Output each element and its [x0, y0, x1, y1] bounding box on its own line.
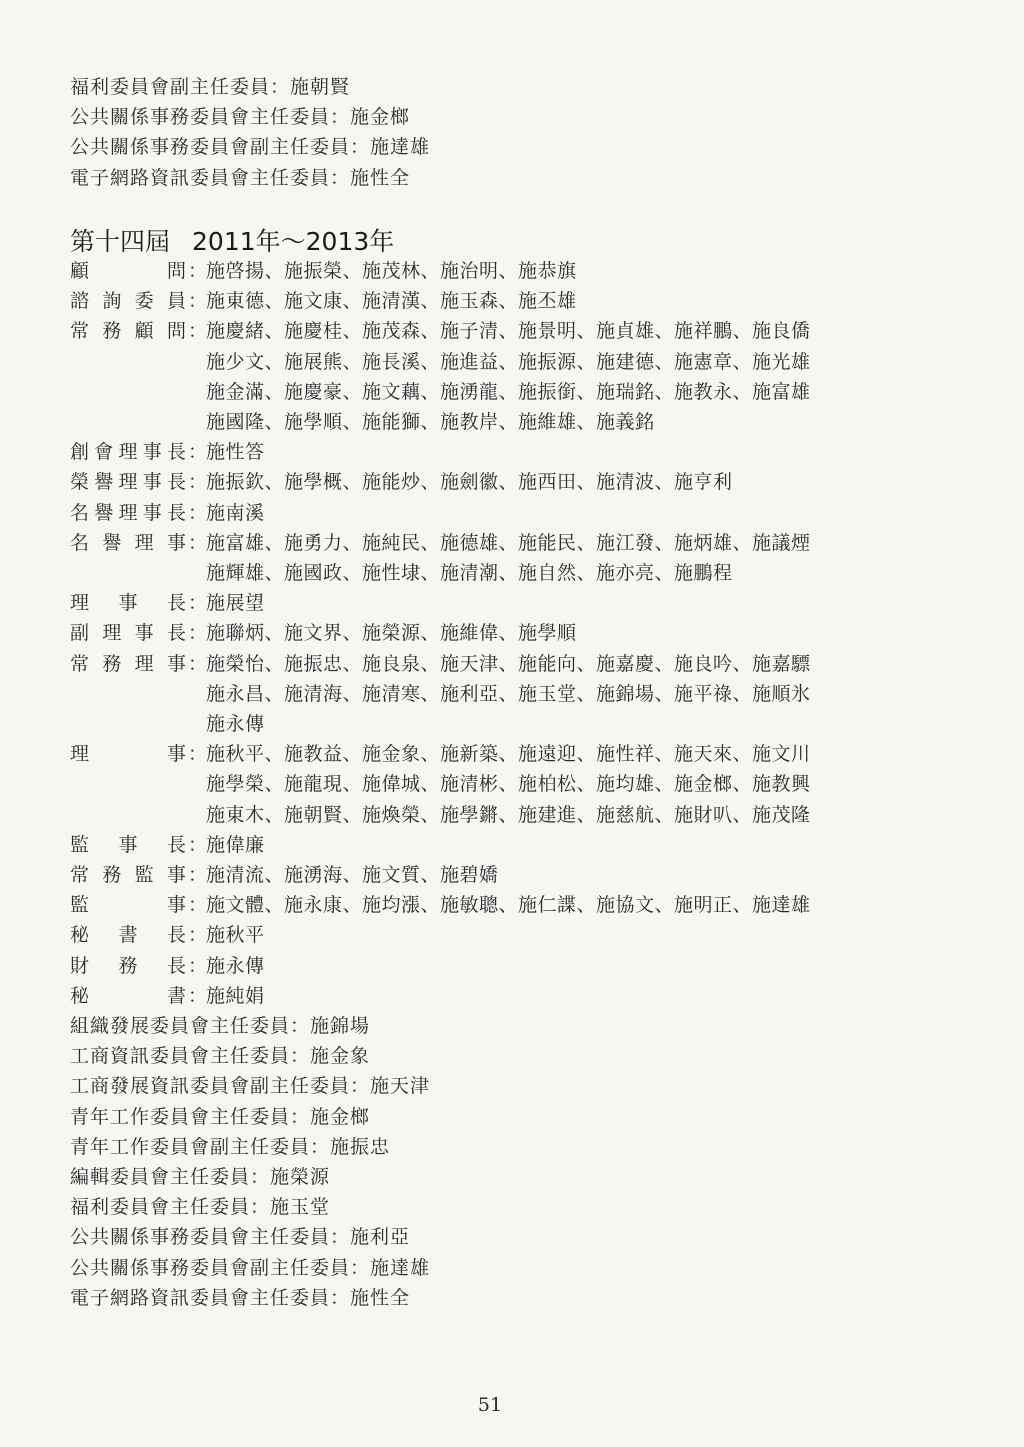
role-names: 施秋平、施教益、施金象、施新築、施遠迎、施性祥、施天來、施文川 [206, 743, 811, 766]
committee-line: 公共關係事務委員會副主任委員：施達雄 [70, 136, 431, 159]
role-colon: ： [188, 894, 208, 917]
role-label-char: 事 [166, 894, 186, 917]
role-names: 施秋平 [206, 924, 265, 947]
role-label [70, 498, 186, 528]
role-label-char: 創 [70, 441, 90, 464]
role-colon: ： [188, 441, 208, 464]
role-label-char: 長 [166, 471, 186, 494]
role-colon: ： [188, 954, 208, 977]
committee-line: 福利委員會主任委員：施玉堂 [70, 1196, 331, 1219]
page-number: 51 [477, 1394, 503, 1416]
role-label [70, 618, 186, 648]
term-years: 2011年～2013年 [192, 227, 395, 256]
role-names: 施東木、施朝賢、施煥榮、施學鏘、施建進、施慈航、施財叭、施茂隆 [206, 803, 811, 826]
role-colon: ： [188, 864, 208, 886]
term-title: 第十四屆 [70, 227, 171, 256]
role-colon: ： [188, 622, 208, 645]
role-label-char: 書 [118, 924, 138, 947]
role-label-char: 員 [166, 290, 186, 313]
role-colon: ： [188, 743, 208, 766]
role-label-char: 務 [118, 954, 138, 977]
role-names: 施永傳 [206, 954, 265, 977]
role-label-char: 常 [70, 652, 90, 675]
role-label-char: 書 [166, 984, 186, 1007]
role-colon: ： [188, 924, 208, 947]
role-label-char: 委 [134, 290, 154, 313]
role-label [70, 649, 186, 679]
role-names: 施振欽、施學概、施能炒、施劍徽、施西田、施清波、施亨利 [206, 471, 733, 494]
role-label [70, 860, 186, 890]
role-colon: ： [188, 260, 208, 282]
role-label-char: 秘 [70, 984, 90, 1007]
role-names: 施永昌、施清海、施清寒、施利亞、施玉堂、施錦場、施平祿、施順氷 [206, 682, 811, 705]
role-label-char: 長 [166, 501, 186, 524]
role-colon: ： [188, 320, 208, 343]
role-label-char: 事 [166, 652, 186, 675]
role-label-char: 監 [70, 833, 90, 856]
role-colon: ： [188, 833, 208, 856]
role-names: 施文體、施永康、施均漲、施敏聰、施仁諜、施協文、施明正、施達雄 [206, 894, 811, 917]
role-label-char: 長 [166, 954, 186, 977]
role-label [70, 588, 186, 618]
role-names: 施榮怡、施振忠、施良泉、施天津、施能向、施嘉慶、施良吟、施嘉驃 [206, 652, 811, 675]
role-label-char: 監 [134, 864, 154, 886]
role-names: 施東德、施文康、施清漢、施玉森、施丕雄 [206, 290, 577, 313]
role-label-char: 務 [102, 864, 122, 886]
role-label-char: 名 [70, 501, 90, 524]
role-colon: ： [188, 652, 208, 675]
role-names: 施富雄、施勇力、施純民、施德雄、施能民、施江發、施炳雄、施議煙 [206, 531, 811, 554]
role-label-char: 諮 [70, 290, 90, 313]
role-names: 施少文、施展熊、施長溪、施進益、施振源、施建德、施憲章、施光雄 [206, 350, 811, 373]
role-label-char: 常 [70, 864, 90, 886]
role-label-char: 副 [70, 622, 90, 645]
role-names: 施慶緒、施慶桂、施茂森、施子清、施景明、施貞雄、施祥鵬、施良僑 [206, 320, 811, 343]
committee-line: 編輯委員會主任委員：施榮源 [70, 1166, 331, 1188]
committee-line: 公共關係事務委員會主任委員：施利亞 [70, 1226, 411, 1249]
role-label-char: 理 [118, 501, 138, 524]
role-label-char: 理 [102, 622, 122, 645]
role-label-char: 秘 [70, 924, 90, 947]
committee-line: 青年工作委員會副主任委員：施振忠 [70, 1135, 391, 1158]
role-label [70, 467, 186, 497]
role-label [70, 286, 186, 316]
role-label-char: 事 [142, 441, 162, 464]
role-label [70, 528, 186, 558]
role-names: 施學榮、施龍現、施偉城、施清彬、施柏松、施均雄、施金榔、施教興 [206, 773, 811, 796]
role-label-char: 事 [118, 592, 138, 615]
role-label-char: 理 [134, 652, 154, 675]
role-label [70, 739, 186, 769]
role-colon: ： [188, 290, 208, 313]
role-label-char: 理 [118, 471, 138, 494]
role-label [70, 437, 186, 467]
role-label-char: 譽 [94, 471, 114, 494]
term-heading [70, 226, 394, 258]
role-label-char: 事 [142, 471, 162, 494]
role-label-char: 顧 [134, 320, 154, 343]
committee-line: 工商資訊委員會主任委員：施金象 [70, 1045, 371, 1068]
role-label-char: 財 [70, 954, 90, 977]
role-label-char: 長 [166, 924, 186, 947]
role-label-char: 事 [166, 743, 186, 766]
role-names: 施性答 [206, 441, 265, 464]
role-label-char: 長 [166, 441, 186, 464]
role-label-char: 務 [102, 320, 122, 343]
role-colon: ： [188, 984, 208, 1007]
committee-line: 電子網路資訊委員會主任委員：施性全 [70, 166, 411, 189]
role-label [70, 830, 186, 860]
role-label-char: 名 [70, 531, 90, 554]
role-label [70, 316, 186, 346]
committee-line: 組織發展委員會主任委員：施錦場 [70, 1015, 371, 1037]
role-label-char: 事 [134, 622, 154, 645]
role-names: 施展望 [206, 592, 265, 615]
role-label-char: 長 [166, 622, 186, 645]
role-label-char: 譽 [102, 531, 122, 554]
role-names: 施金滿、施慶豪、施文藕、施湧龍、施振銜、施瑞銘、施教永、施富雄 [206, 380, 811, 403]
role-names: 施聯炳、施文界、施榮源、施維偉、施學順 [206, 622, 577, 645]
role-label-char: 監 [70, 894, 90, 917]
role-label-char: 事 [166, 864, 186, 886]
committee-line: 電子網路資訊委員會主任委員：施性全 [70, 1286, 411, 1309]
role-label [70, 981, 186, 1011]
role-names: 施輝雄、施國政、施性埭、施清潮、施自然、施亦亮、施鵬程 [206, 562, 733, 584]
committee-line: 公共關係事務委員會主任委員：施金榔 [70, 106, 411, 129]
role-label [70, 890, 186, 920]
role-colon: ： [188, 501, 208, 524]
role-label [70, 920, 186, 950]
role-names: 施永傳 [206, 713, 265, 735]
role-colon: ： [188, 592, 208, 615]
role-label [70, 256, 186, 286]
role-label-char: 長 [166, 833, 186, 856]
role-names: 施偉廉 [206, 833, 265, 856]
role-names: 施南溪 [206, 501, 265, 524]
role-label-char: 榮 [70, 471, 90, 494]
role-label-char: 事 [118, 833, 138, 856]
committee-line: 公共關係事務委員會副主任委員：施達雄 [70, 1256, 431, 1279]
role-label-char: 常 [70, 320, 90, 343]
role-label [70, 951, 186, 981]
role-label-char: 問 [166, 260, 186, 282]
role-label-char: 顧 [70, 260, 90, 282]
role-label-char: 理 [70, 592, 90, 615]
role-label-char: 理 [118, 441, 138, 464]
role-names: 施純娟 [206, 984, 265, 1007]
role-label-char: 長 [166, 592, 186, 615]
role-colon: ： [188, 531, 208, 554]
role-names: 施清流、施湧海、施文質、施碧嬌 [206, 864, 499, 886]
role-label-char: 詢 [102, 290, 122, 313]
role-label-char: 務 [102, 652, 122, 675]
role-label-char: 譽 [94, 501, 114, 524]
role-names: 施啓揚、施振榮、施茂林、施治明、施恭旗 [206, 260, 577, 282]
role-names: 施國隆、施學順、施能獅、施教岸、施維雄、施義銘 [206, 411, 655, 433]
role-label-char: 事 [142, 501, 162, 524]
committee-line: 福利委員會副主任委員：施朝賢 [70, 76, 351, 98]
role-label-char: 理 [70, 743, 90, 766]
role-label-char: 問 [166, 320, 186, 343]
role-label-char: 事 [166, 531, 186, 554]
role-label-char: 理 [134, 531, 154, 554]
role-label-char: 會 [94, 441, 114, 464]
committee-line: 工商發展資訊委員會副主任委員：施天津 [70, 1075, 431, 1098]
committee-line: 青年工作委員會主任委員：施金榔 [70, 1105, 371, 1128]
role-colon: ： [188, 471, 208, 494]
